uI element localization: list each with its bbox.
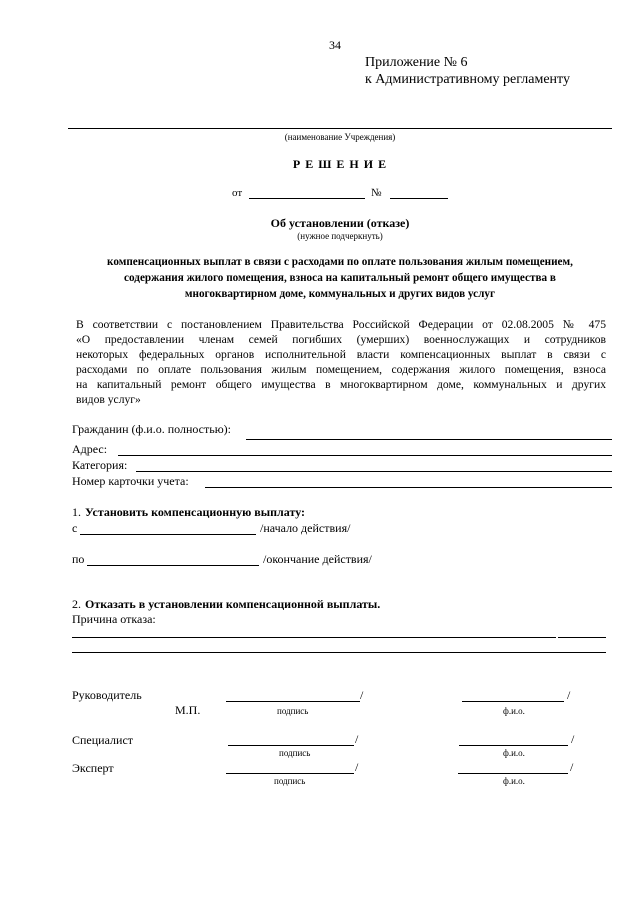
section1-to-prefix: по bbox=[72, 552, 85, 566]
appendix-reference: к Административному регламенту bbox=[365, 72, 570, 87]
signature-role: Специалист bbox=[72, 733, 134, 747]
end-date-line bbox=[87, 565, 259, 566]
subject-heading: Об установлении (отказе) bbox=[270, 216, 410, 230]
card-number-field-line bbox=[205, 487, 612, 488]
category-label: Категория: bbox=[72, 458, 128, 472]
signature-slash: / bbox=[360, 688, 364, 702]
address-field-line bbox=[118, 455, 612, 456]
name-caption: ф.и.о. bbox=[503, 706, 525, 716]
category-field-line bbox=[136, 471, 612, 472]
section1-title: Установить компенсационную выплату: bbox=[85, 505, 306, 519]
subject-line-3: многоквартирном доме, коммунальных и других видов услуг bbox=[184, 288, 496, 300]
basis-line: на капитальный ремонт общего имущества в многоквартирном доме, коммунальных и других bbox=[76, 378, 606, 391]
institution-caption: (наименование Учреждения) bbox=[284, 132, 396, 142]
section1-from-suffix: /начало действия/ bbox=[260, 521, 351, 535]
signature-line bbox=[226, 701, 360, 702]
subject-hint: (нужное подчеркнуть) bbox=[297, 231, 383, 241]
number-field-line bbox=[390, 198, 448, 199]
date-field-line bbox=[249, 198, 365, 199]
full-name-slash: / bbox=[567, 688, 571, 702]
subject-line-1: компенсационных выплат в связи с расходами по оплате пользования жилым помещением, bbox=[107, 256, 573, 268]
number-label: № bbox=[371, 187, 382, 199]
institution-name-line bbox=[68, 128, 612, 129]
section2-number: 2. bbox=[72, 597, 81, 611]
signature-caption: подпись bbox=[277, 706, 309, 716]
basis-line: видов услуг» bbox=[76, 393, 141, 406]
basis-line: В соответствии с постановлением Правительства Российской Федерации от 02.08.2005 № 475 bbox=[76, 318, 606, 331]
signature-role: Руководитель bbox=[72, 688, 142, 702]
card-number-label: Номер карточки учета: bbox=[72, 474, 189, 488]
basis-line: «О предоставлении членам семей погибших (умерших) военнослужащих и сотрудников bbox=[76, 333, 606, 346]
refusal-reason-label: Причина отказа: bbox=[72, 612, 156, 626]
full-name-line bbox=[462, 701, 564, 702]
signature-slash: / bbox=[355, 732, 359, 746]
signature-line bbox=[226, 773, 354, 774]
full-name-slash: / bbox=[570, 760, 574, 774]
citizen-field-line bbox=[246, 439, 612, 440]
stamp-place-label: М.П. bbox=[175, 703, 201, 717]
signature-caption: подпись bbox=[279, 748, 311, 758]
signature-role: Эксперт bbox=[72, 761, 114, 775]
basis-line: некоторых федеральных органов исполнительной власти компенсационных выплат в связи с bbox=[76, 348, 606, 361]
address-label: Адрес: bbox=[72, 442, 108, 456]
section2-title: Отказать в установлении компенсационной выплаты. bbox=[85, 597, 381, 611]
document-title: Р Е Ш Е Н И Е bbox=[292, 157, 388, 171]
section1-from-prefix: с bbox=[72, 521, 78, 535]
name-caption: ф.и.о. bbox=[503, 776, 525, 786]
full-name-slash: / bbox=[571, 732, 575, 746]
reason-line-1b bbox=[558, 637, 606, 638]
name-caption: ф.и.о. bbox=[503, 748, 525, 758]
citizen-label: Гражданин (ф.и.о. полностью): bbox=[72, 422, 231, 436]
signature-line bbox=[228, 745, 354, 746]
basis-paragraph bbox=[76, 317, 606, 407]
signature-caption: подпись bbox=[274, 776, 306, 786]
page-number: 34 bbox=[329, 38, 341, 52]
start-date-line bbox=[80, 534, 256, 535]
subject-line-2: содержания жилого помещения, взноса на капитальный ремонт общего имущества в bbox=[124, 272, 556, 284]
signature-slash: / bbox=[355, 760, 359, 774]
date-label: от bbox=[232, 187, 243, 199]
section1-number: 1. bbox=[72, 505, 81, 519]
section1-to-suffix: /окончание действия/ bbox=[263, 552, 372, 566]
basis-line: расходами по оплате пользования жилым помещением, содержания жилого помещения, взноса bbox=[76, 363, 606, 376]
full-name-line bbox=[459, 745, 568, 746]
reason-line-1a bbox=[72, 637, 556, 638]
appendix-number: Приложение № 6 bbox=[365, 55, 468, 70]
full-name-line bbox=[458, 773, 568, 774]
reason-line-2 bbox=[72, 652, 606, 653]
